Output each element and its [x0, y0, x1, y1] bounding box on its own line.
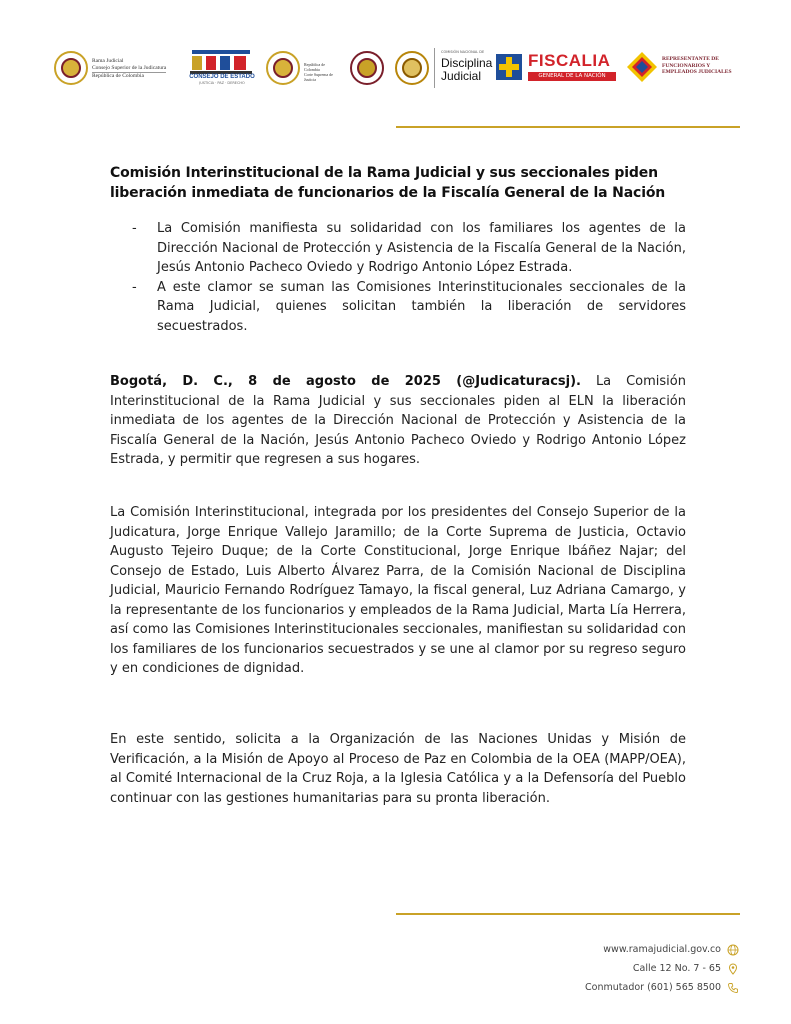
page-title: Comisión Interinstitucional de la Rama Judicial y sus seccionales piden liberación inmediata de funcionarios de la Fiscalía General de la Nación [110, 165, 666, 201]
disciplina-judicial-logo: COMISIÓN NACIONAL DE Disciplina Judicial [434, 48, 495, 88]
summary-bullets [110, 219, 686, 336]
consejo-de-estado-logo: CONSEJO DE ESTADO JUSTICIA · PAZ · DERECHO [188, 48, 258, 88]
footer-divider [396, 913, 740, 915]
paragraph-1: Bogotá, D. C., 8 de agosto de 2025 (@Judicaturacsj). La Comisión Interinstitucional de la Rama Judicial y sus seccionales piden al ELN la liberación inmediata de los agentes de la Dirección Nacional de Protección y Asistencia de la Fiscalía General de la Nación, Jesús Antonio Pacheco Oviedo y Rodrigo Antonio López Estrada, y permitir que regresen a sus hogares. [110, 374, 686, 467]
institutional-seal [393, 48, 433, 88]
footer-address: Calle 12 No. 7 - 65 [585, 959, 739, 978]
fiscalia-logo: FISCALIA GENERAL DE LA NACIÓN [496, 48, 620, 88]
seal-icon [395, 51, 429, 85]
seal-icon [350, 51, 384, 85]
header-divider [396, 126, 740, 128]
footer-contact [585, 940, 739, 997]
header-logos [50, 48, 750, 88]
coat-of-arms-icon [266, 51, 300, 85]
building-icon [188, 50, 254, 76]
location-pin-icon [727, 963, 739, 975]
footer-website: www.ramajudicial.gov.co [585, 940, 739, 959]
corte-constitucional-seal [348, 48, 388, 88]
rama-judicial-logo: Rama Judicial Consejo Superior de la Judicatura República de Colombia [50, 48, 180, 88]
diamond-emblem-icon [626, 51, 658, 83]
list-item: - La Comisión manifiesta su solidaridad con los familiares los agentes de la Dirección Nacional de Protección y Asistencia de la Fiscalía General de la Nación, Jesús Antonio Pacheco Oviedo y Rodrigo Antonio López Estrada. [132, 221, 686, 275]
paragraph-2: La Comisión Interinstitucional, integrada por los presidentes del Consejo Superior de la Judicatura, Jorge Enrique Vallejo Jaramillo; de la Corte Suprema de Justicia, Octavio Augusto Tejeiro Duque; de la Corte Constitucional, Jorge Enrique Ibáñez Najar; del Consejo de Estado, Luis Alberto Álvarez Parra, de la Comisión Nacional de Disciplina Judicial, Mauricio Fernando Rodríguez Tamayo, la fiscal general, Luz Adriana Camargo, y la representante de los funcionarios y empleados de la Rama Judicial, Marta Lía Herrera, así como las Comisiones Interinstitucionales seccionales, manifiestan su solidaridad con los familiares de los funcionarios secuestrados y se une al clamor por su regreso seguro y en condiciones de dignidad. [110, 505, 686, 676]
paragraph-3: En este sentido, solicita a la Organización de las Naciones Unidas y Misión de Verificación, a la Misión de Apoyo al Proceso de Paz en Colombia de la OEA (MAPP/OEA), al Comité Internacional de la Cruz Roja, a la Iglesia Católica y a la Defensoría del Pueblo continuar con las gestiones humanitarias para su pronta liberación. [110, 732, 686, 806]
representante-logo: REPRESENTANTE DE FUNCIONARIOS Y EMPLEADOS JUDICIALES [626, 48, 750, 88]
globe-icon [727, 944, 739, 956]
list-item: - A este clamor se suman las Comisiones Interinstitucionales seccionales de la Rama Judicial, quienes solicitan también la liberación de servidores secuestrados. [132, 279, 686, 334]
fiscalia-emblem-icon [496, 54, 522, 80]
phone-icon [727, 982, 739, 994]
dateline: Bogotá, D. C., 8 de agosto de 2025 (@Judicaturacsj). [110, 374, 581, 389]
coat-of-arms-icon [54, 51, 88, 85]
corte-suprema-logo: República de Colombia Corte Suprema de Justicia [266, 48, 341, 88]
footer-phone: Conmutador (601) 565 8500 [585, 978, 739, 997]
